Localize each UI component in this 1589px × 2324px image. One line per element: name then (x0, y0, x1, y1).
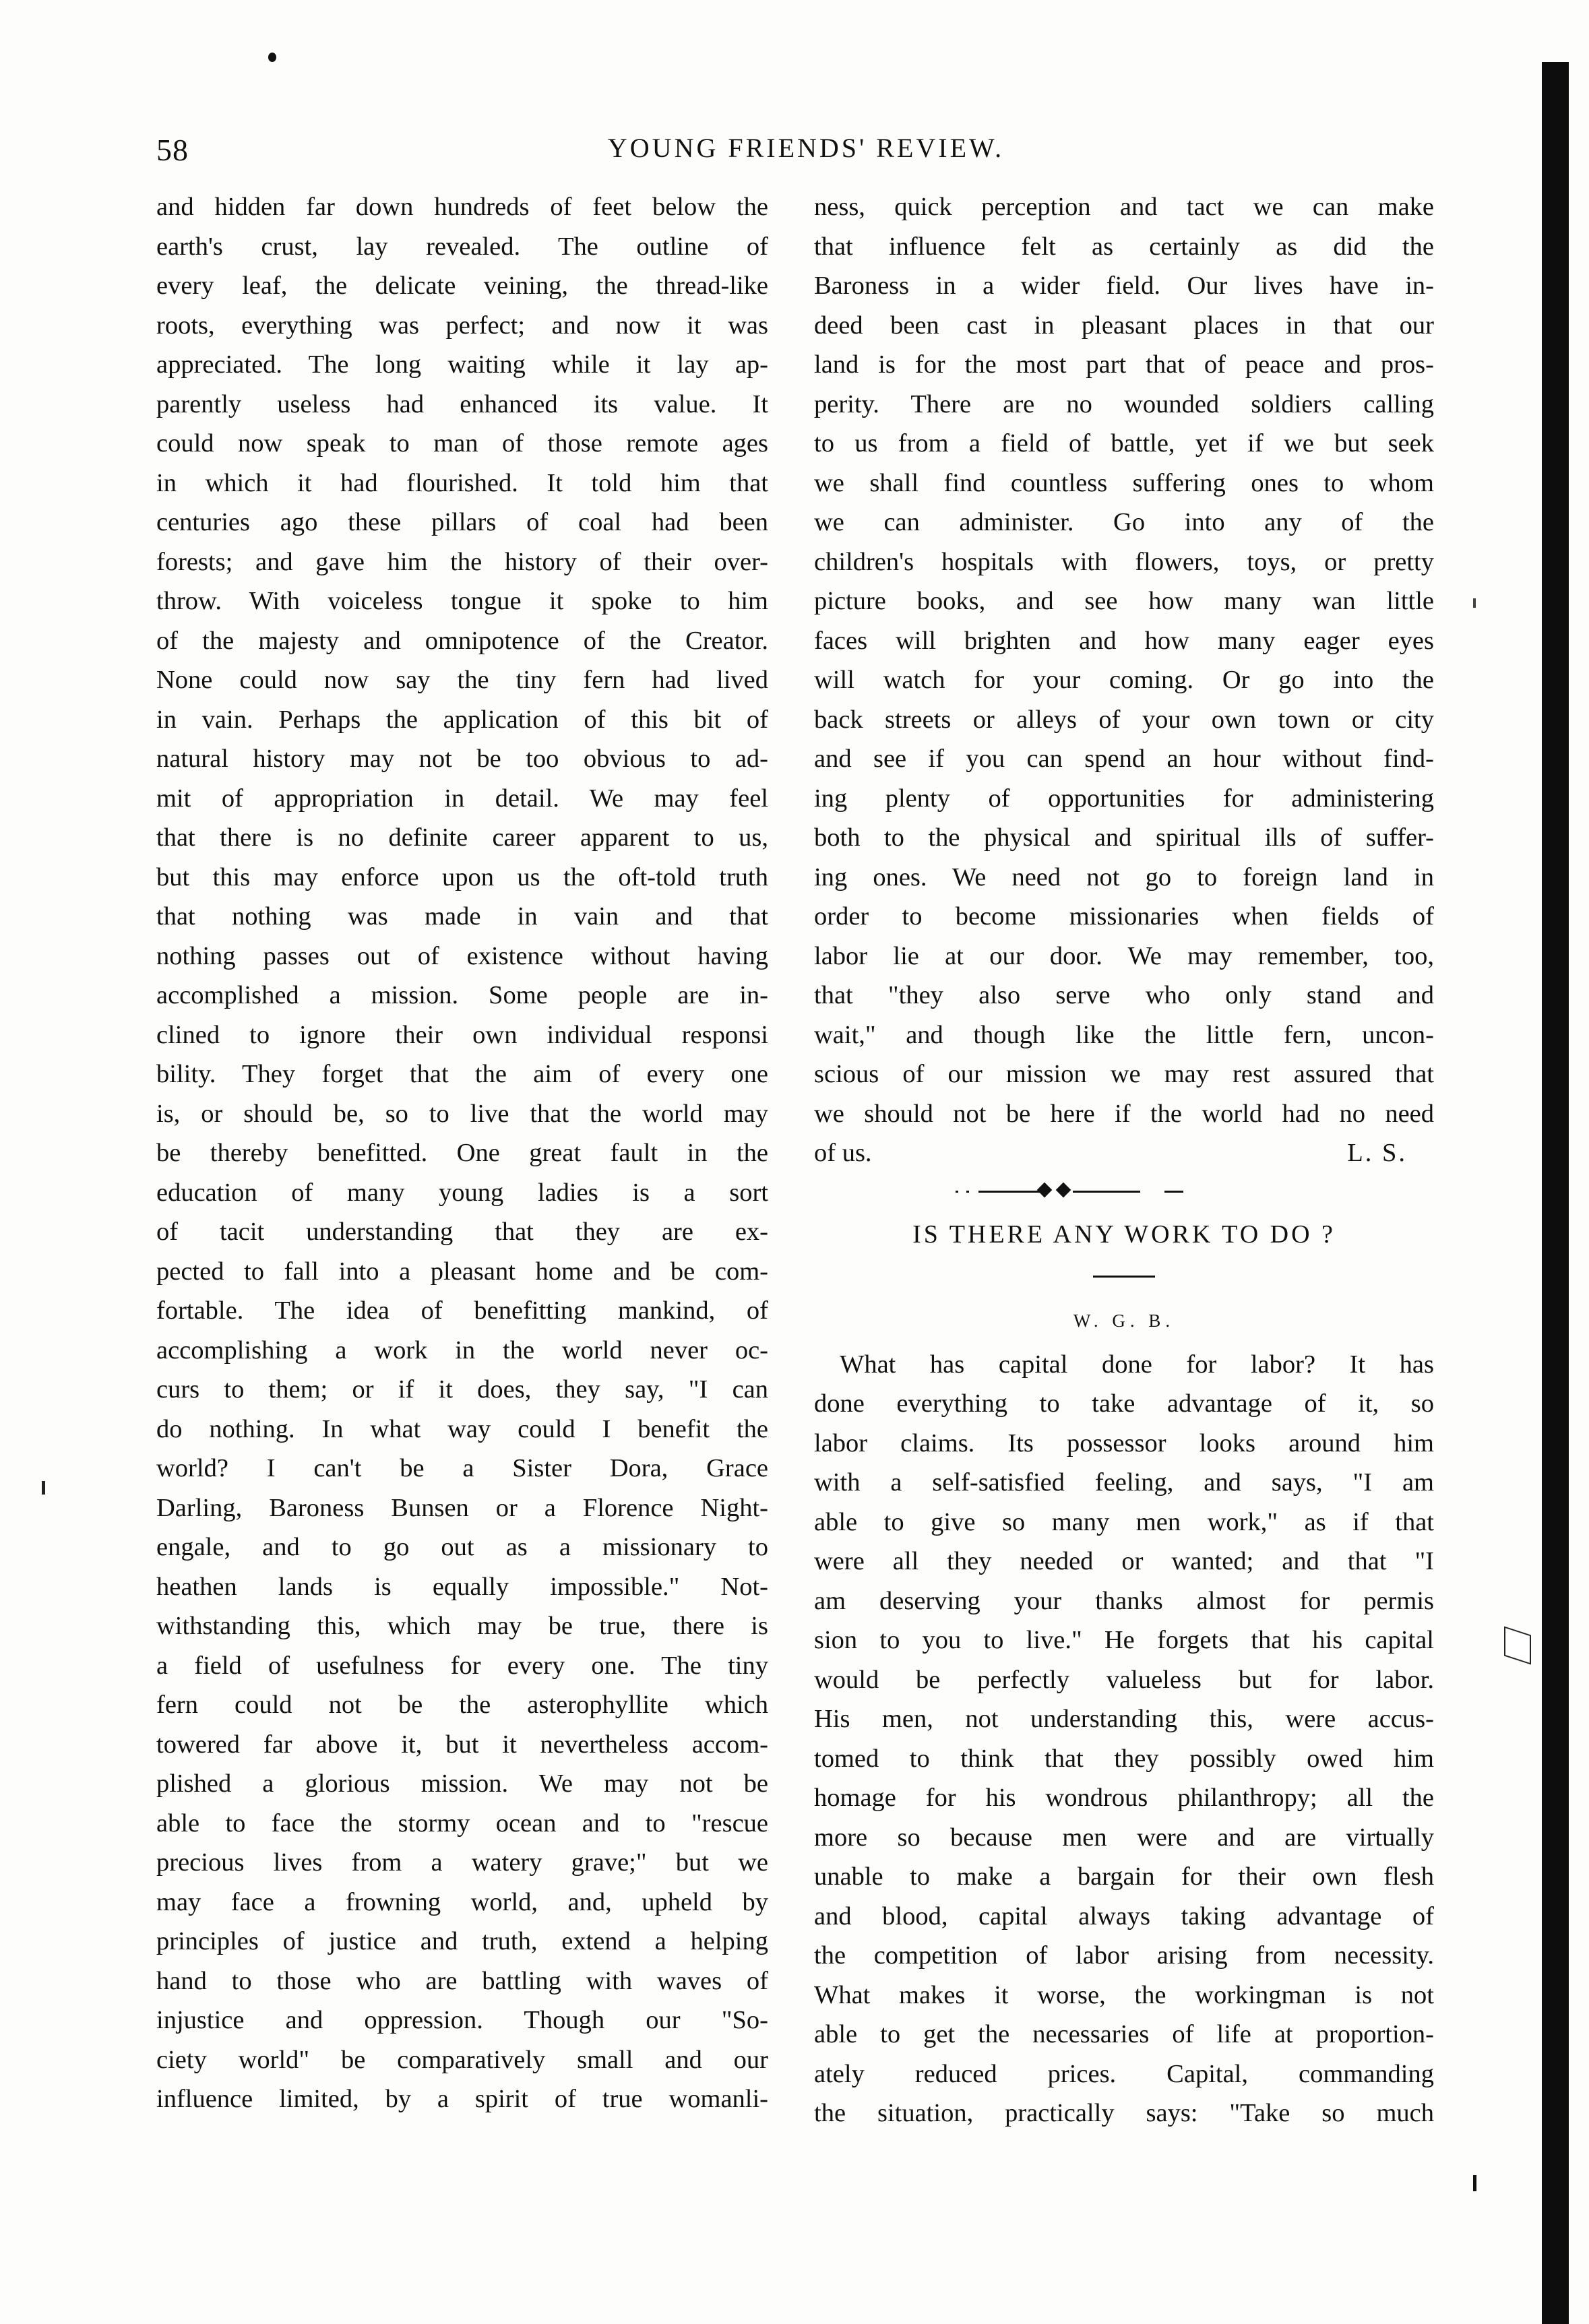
text-line: able to give so many men work," as if that (814, 1507, 1434, 1536)
text-line: done everything to take advantage of it, so (814, 1389, 1434, 1418)
text-line: His men, not understanding this, were accus- (814, 1705, 1434, 1733)
text-line: able to get the necessaries of life at proportion- (814, 2020, 1434, 2048)
text-line: Darling, Baroness Bunsen or a Florence Night- (156, 1493, 768, 1522)
margin-mark (1473, 598, 1476, 608)
text-line: labor claims. Its possessor looks around him (814, 1428, 1434, 1457)
text-line: in vain. Perhaps the application of this bit of (156, 705, 768, 734)
text-line: that "they also serve who only stand and (814, 981, 1434, 1009)
text-line: do nothing. In what way could I benefit the (156, 1414, 768, 1443)
text-line: more so because men were and are virtually (814, 1823, 1434, 1852)
text-line: nothing passes out of existence without having (156, 941, 768, 970)
text-line: towered far above it, but it nevertheless accom- (156, 1730, 768, 1759)
text-line: we shall find countless suffering ones to whom (814, 468, 1434, 497)
text-line: deed been cast in pleasant places in that our (814, 311, 1434, 340)
text-line: ing plenty of opportunities for administering (814, 784, 1434, 813)
text-line: that nothing was made in vain and that (156, 902, 768, 931)
text-line: injustice and oppression. Though our "So- (156, 2006, 768, 2034)
title-rule (1093, 1276, 1155, 1278)
page-number: 58 (156, 133, 189, 167)
text-line: land is for the most part that of peace and pros- (814, 350, 1434, 379)
text-line: picture books, and see how many wan little (814, 587, 1434, 615)
text-line: precious lives from a watery grave;" but we (156, 1848, 768, 1877)
text-line: be thereby benefitted. One great fault in the (156, 1139, 768, 1167)
text-line: education of many young ladies is a sort (156, 1178, 768, 1207)
text-line: in which it had flourished. It told him that (156, 468, 768, 497)
text-line: the situation, practically says: "Take so much (814, 2099, 1434, 2127)
text-line: pected to fall into a pleasant home and be com- (156, 1257, 768, 1286)
text-line: withstanding this, which may be true, there is (156, 1612, 768, 1640)
text-line: Baroness in a wider field. Our lives have in- (814, 272, 1434, 300)
page-header (156, 132, 1456, 172)
text-line: we can administer. Go into any of the (814, 508, 1434, 536)
text-line: parently useless had enhanced its value. It (156, 389, 768, 418)
text-line: could now speak to man of those remote ages (156, 429, 768, 458)
text-line: world? I can't be a Sister Dora, Grace (156, 1454, 768, 1482)
text-line: but this may enforce upon us the oft-told truth (156, 862, 768, 891)
closing-text: of us. (814, 1139, 872, 1167)
text-line: fortable. The idea of benefitting mankind, of (156, 1296, 768, 1325)
text-line: that there is no definite career apparent to us, (156, 823, 768, 852)
margin-mark (1473, 2175, 1476, 2191)
text-line: mit of appropriation in detail. We may feel (156, 784, 768, 813)
byline: W. G. B. (1073, 1310, 1175, 1331)
text-line: plished a glorious mission. We may not be (156, 1769, 768, 1798)
text-line: None could now say the tiny fern had lived (156, 666, 768, 694)
text-line: and see if you can spend an hour without find- (814, 745, 1434, 773)
text-line: perity. There are no wounded soldiers calling (814, 389, 1434, 418)
text-line: accomplished a mission. Some people are in- (156, 981, 768, 1009)
text-line: curs to them; or if it does, they say, "I can (156, 1375, 768, 1404)
margin-mark (42, 1481, 45, 1495)
text-line: able to face the stormy ocean and to "rescue (156, 1809, 768, 1838)
text-line: back streets or alleys of your own town or city (814, 705, 1434, 734)
text-line: heathen lands is equally impossible." Not- (156, 1572, 768, 1601)
text-line: order to become missionaries when fields of (814, 902, 1434, 931)
text-line: labor lie at our door. We may remember, too, (814, 941, 1434, 970)
scan-edge-bar (1542, 62, 1569, 2324)
text-line: unable to make a bargain for their own flesh (814, 1862, 1434, 1891)
text-line: homage for his wondrous philanthropy; all the (814, 1784, 1434, 1812)
text-line: clined to ignore their own individual responsi (156, 1020, 768, 1049)
text-line: and blood, capital always taking advantage of (814, 1902, 1434, 1930)
text-line: forests; and gave him the history of their over- (156, 547, 768, 576)
text-line: with a self-satisfied feeling, and says, "I am (814, 1468, 1434, 1497)
text-line: were all they needed or wanted; and that "I (814, 1547, 1434, 1575)
text-line: throw. With voiceless tongue it spoke to him (156, 587, 768, 615)
text-line: principles of justice and truth, extend a helping (156, 1927, 768, 1955)
running-title: YOUNG FRIENDS' REVIEW. (607, 133, 1005, 163)
text-line: children's hospitals with flowers, toys, or pretty (814, 547, 1434, 576)
text-line: of tacit understanding that they are ex- (156, 1218, 768, 1246)
text-line: and hidden far down hundreds of feet below the (156, 193, 768, 221)
text-line: sion to you to live." He forgets that his capital (814, 1626, 1434, 1654)
text-line: fern could not be the asterophyllite which (156, 1691, 768, 1719)
text-line: ciety world" be comparatively small and our (156, 2045, 768, 2074)
closing-line (814, 1133, 1434, 1173)
text-line: What makes it worse, the workingman is not (814, 1980, 1434, 2009)
text-line: the competition of labor arising from necessity. (814, 1941, 1434, 1970)
text-line: to us from a field of battle, yet if we but seek (814, 429, 1434, 458)
signature: L. S. (1347, 1139, 1407, 1167)
left-column (156, 187, 768, 2119)
text-line: accomplishing a work in the world never oc- (156, 1336, 768, 1364)
text-line: ness, quick perception and tact we can make (814, 193, 1434, 221)
text-line: am deserving your thanks almost for permis (814, 1586, 1434, 1615)
text-line: every leaf, the delicate veining, the thread-like (156, 272, 768, 300)
text-line: of the majesty and omnipotence of the Creator. (156, 626, 768, 655)
text-line: scious of our mission we may rest assured that (814, 1060, 1434, 1088)
section-title: IS THERE ANY WORK TO DO ? (912, 1220, 1336, 1249)
text-line: natural history may not be too obvious to ad- (156, 745, 768, 773)
margin-mark (1504, 1627, 1531, 1665)
text-line: influence limited, by a spirit of true womanli- (156, 2085, 768, 2113)
text-line: earth's crust, lay revealed. The outline of (156, 232, 768, 261)
text-line: may face a frowning world, and, upheld by (156, 1887, 768, 1916)
text-line: hand to those who are battling with waves of (156, 1966, 768, 1995)
text-line: wait," and though like the little fern, uncon- (814, 1020, 1434, 1049)
text-line: would be perfectly valueless but for labor. (814, 1665, 1434, 1694)
text-line: a field of usefulness for every one. The tiny (156, 1651, 768, 1680)
text-line: ing ones. We need not go to foreign land in (814, 862, 1434, 891)
article-continuation (814, 187, 1434, 1133)
ornament-divider (814, 1173, 1434, 1208)
text-line: bility. They forget that the aim of every one (156, 1060, 768, 1088)
text-line: faces will brighten and how many eager eyes (814, 626, 1434, 655)
text-line: centuries ago these pillars of coal had been (156, 508, 768, 536)
text-line: both to the physical and spiritual ills of suffer- (814, 823, 1434, 852)
text-line: is, or should be, so to live that the world may (156, 1099, 768, 1128)
ink-speck (268, 53, 276, 62)
text-line: What has capital done for labor? It has (840, 1350, 1434, 1379)
text-line: that influence felt as certainly as did the (814, 232, 1434, 261)
article-body (814, 1345, 1434, 2133)
text-line: we should not be here if the world had no need (814, 1099, 1434, 1128)
right-column (814, 187, 1434, 2133)
text-line: ately reduced prices. Capital, commanding (814, 2059, 1434, 2088)
text-line: engale, and to go out as a missionary to (156, 1533, 768, 1561)
text-line: tomed to think that they possibly owed him (814, 1744, 1434, 1773)
text-line: will watch for your coming. Or go into the (814, 666, 1434, 694)
text-line: appreciated. The long waiting while it lay ap- (156, 350, 768, 379)
text-line: roots, everything was perfect; and now it was (156, 311, 768, 340)
